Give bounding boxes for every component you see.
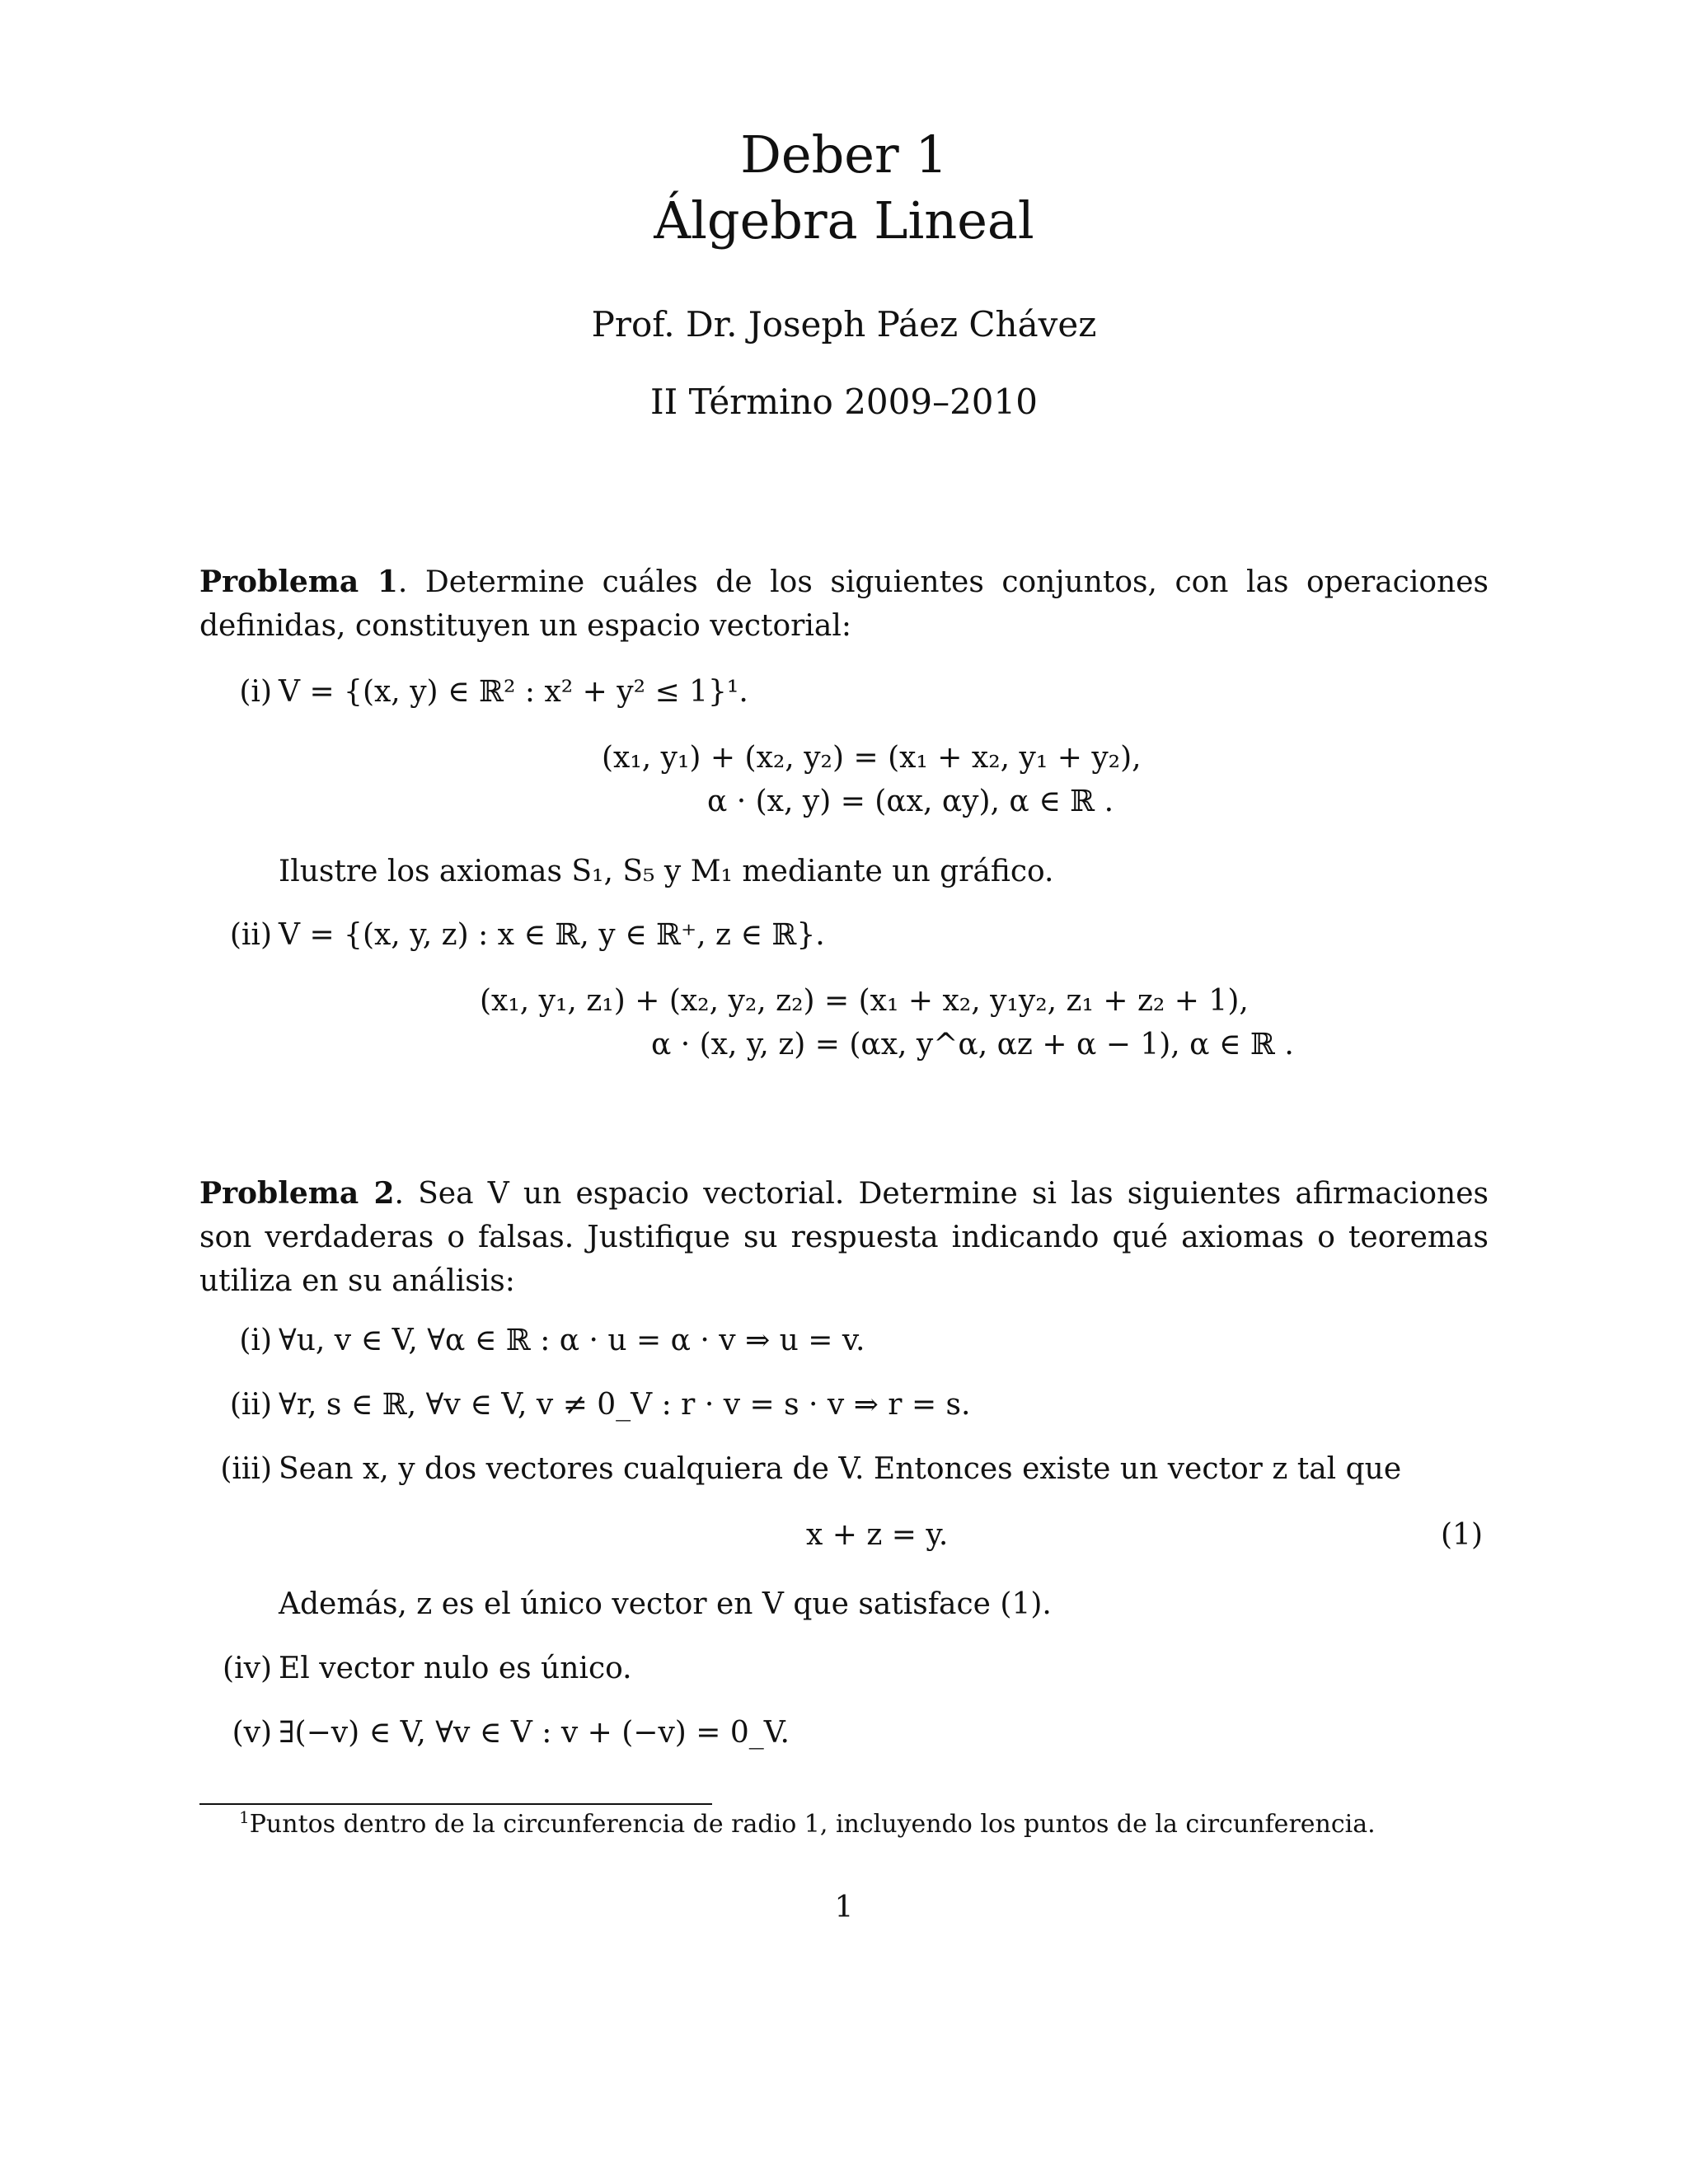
problem-2-intro-text: . Sea V un espacio vectorial. Determine si las siguientes afirmaciones son verdaderas o falsas. Justifique su respuesta indicando qué axiomas o teoremas utiliza en su análisis: bbox=[199, 1177, 1489, 1298]
document-subtitle: Álgebra Lineal bbox=[654, 190, 1034, 251]
p1-item-i-label: (i) bbox=[239, 675, 272, 709]
p2-item-iii-text: Sean x, y dos vectores cualquiera de V. Entonces existe un vector z tal que bbox=[279, 1452, 1402, 1486]
problem-1-intro bbox=[199, 560, 1489, 648]
author-line: Prof. Dr. Joseph Páez Chávez bbox=[591, 304, 1097, 344]
term-line: II Término 2009–2010 bbox=[650, 382, 1038, 422]
footnote-mark: 1 bbox=[239, 1807, 250, 1827]
p2-item-i-text: ∀u, v ∈ V, ∀α ∈ ℝ : α · u = α · v ⇒ u = v. bbox=[279, 1324, 865, 1357]
p1-item-ii-label: (ii) bbox=[229, 918, 272, 952]
problem-2-heading: Problema 2 bbox=[199, 1176, 395, 1211]
problem-1-intro-text: . Determine cuáles de los siguientes conjuntos, con las operaciones definidas, constituyen un espacio vectorial: bbox=[199, 565, 1489, 643]
problem-1-heading: Problema 1 bbox=[199, 565, 398, 599]
p2-item-iv-label: (iv) bbox=[223, 1652, 272, 1685]
p2-item-ii-label: (ii) bbox=[229, 1388, 272, 1422]
p1-item-ii-set: V = {(x, y, z) : x ∈ ℝ, y ∈ ℝ⁺, z ∈ ℝ}. bbox=[279, 918, 825, 952]
p1-item-i-op-mul: α · (x, y) = (αx, αy), α ∈ ℝ . bbox=[707, 785, 1114, 818]
p2-item-v-label: (v) bbox=[232, 1716, 272, 1750]
p2-item-ii-text: ∀r, s ∈ ℝ, ∀v ∈ V, v ≠ 0_V : r · v = s · v ⇒ r = s. bbox=[279, 1388, 971, 1422]
p1-item-i-note: Ilustre los axiomas S₁, S₅ y M₁ mediante un gráfico. bbox=[279, 855, 1054, 888]
p1-item-i-op-add: (x₁, y₁) + (x₂, y₂) = (x₁ + x₂, y₁ + y₂), bbox=[602, 741, 1142, 775]
p2-item-iii-label: (iii) bbox=[220, 1452, 272, 1486]
problem-2-intro bbox=[199, 1172, 1489, 1303]
p1-item-i-set: V = {(x, y) ∈ ℝ² : x² + y² ≤ 1}¹. bbox=[279, 675, 748, 709]
footnote bbox=[239, 1805, 1376, 1844]
p2-item-iii-eqnum: (1) bbox=[1441, 1518, 1483, 1552]
p2-item-iv-text: El vector nulo es único. bbox=[279, 1652, 632, 1685]
p2-item-v-text: ∃(−v) ∈ V, ∀v ∈ V : v + (−v) = 0_V. bbox=[279, 1716, 790, 1750]
p2-item-i-label: (i) bbox=[239, 1324, 272, 1357]
p2-item-iii-after: Además, z es el único vector en V que satisface (1). bbox=[279, 1587, 1052, 1621]
page-number: 1 bbox=[834, 1891, 854, 1924]
p1-item-ii-op-mul: α · (x, y, z) = (αx, y^α, αz + α − 1), α ∈ ℝ . bbox=[651, 1028, 1294, 1062]
footnote-text: Puntos dentro de la circunferencia de radio 1, incluyendo los puntos de la circunferencia. bbox=[249, 1810, 1376, 1839]
p2-item-iii-equation: x + z = y. bbox=[806, 1518, 949, 1552]
document-title: Deber 1 bbox=[740, 124, 948, 185]
p1-item-ii-op-add: (x₁, y₁, z₁) + (x₂, y₂, z₂) = (x₁ + x₂, y₁y₂, z₁ + z₂ + 1), bbox=[480, 984, 1249, 1018]
